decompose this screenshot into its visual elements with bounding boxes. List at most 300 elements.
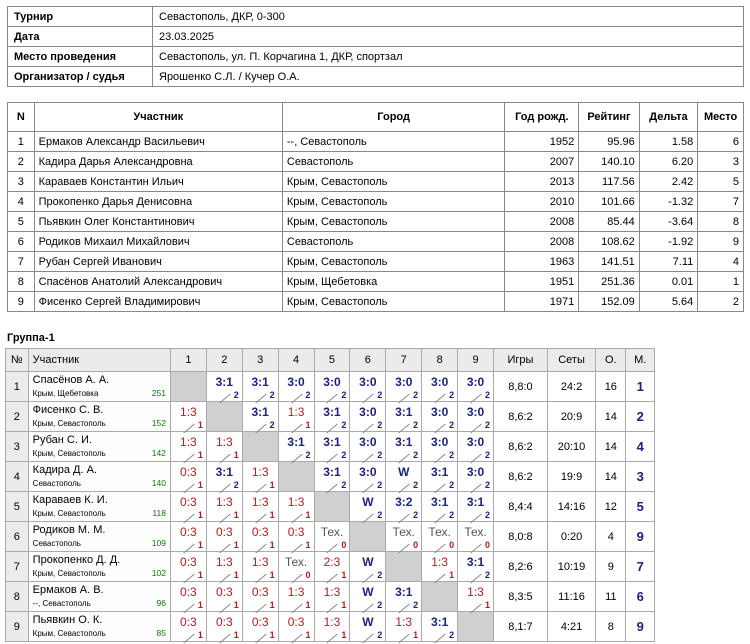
match-points: 0	[484, 540, 490, 550]
group-table	[5, 348, 655, 642]
match-cell	[422, 522, 458, 552]
match-points: 2	[377, 570, 383, 580]
points-cell: 11	[596, 582, 626, 612]
sets-cell: 14:16	[547, 492, 595, 522]
match-score: 3:1	[466, 495, 485, 509]
group-header-sets: Сеты	[547, 349, 595, 372]
match-cell	[350, 582, 386, 612]
points-cell: 14	[596, 402, 626, 432]
participant-cell: 1	[8, 132, 35, 152]
group-header-col: 5	[314, 349, 350, 372]
match-cell	[206, 552, 242, 582]
match-score: 3:0	[287, 375, 305, 389]
participant-row	[8, 212, 744, 232]
match-points: 2	[269, 420, 275, 430]
group-row-num: 6	[6, 522, 29, 552]
match-score: 1:3	[287, 405, 305, 419]
match-cell	[170, 492, 206, 522]
match-points: 1	[269, 480, 275, 490]
group-row	[6, 462, 655, 492]
group-player-cell	[28, 432, 170, 462]
participants-table	[7, 102, 744, 312]
group-row-num: 8	[6, 582, 29, 612]
match-score: 1:3	[287, 495, 305, 509]
match-cell	[170, 462, 206, 492]
info-key: Дата	[8, 27, 153, 47]
match-cell	[278, 372, 314, 402]
match-points: 0	[449, 540, 455, 550]
diagonal-cell	[278, 462, 314, 492]
match-score: 0:3	[180, 555, 197, 569]
match-points: 1	[197, 450, 203, 460]
match-cell	[314, 522, 350, 552]
participants-header-cell: Участник	[34, 103, 282, 132]
match-cell	[314, 462, 350, 492]
match-cell	[242, 492, 278, 522]
participant-cell: 152.09	[579, 292, 640, 312]
match-score: 3:1	[395, 405, 413, 419]
participant-row	[8, 232, 744, 252]
place-cell: 4	[626, 432, 655, 462]
match-score: 2:3	[323, 555, 341, 569]
player-name: Спасёнов А. А.	[32, 374, 110, 386]
sets-cell: 20:10	[547, 432, 595, 462]
match-cell	[206, 582, 242, 612]
match-points: 1	[413, 630, 419, 640]
participant-cell: 2013	[505, 172, 579, 192]
match-cell	[350, 432, 386, 462]
participant-cell: Крым, Щебетовка	[282, 272, 505, 292]
match-score: 3:1	[323, 465, 341, 479]
match-cell	[386, 612, 422, 642]
match-cell	[242, 612, 278, 642]
place-cell: 9	[626, 522, 655, 552]
participant-cell: Крым, Севастополь	[282, 252, 505, 272]
match-points: 2	[341, 390, 347, 400]
match-points: 2	[413, 600, 419, 610]
participant-cell: 7	[698, 192, 744, 212]
match-score: 3:0	[359, 405, 377, 419]
match-points: 2	[413, 450, 419, 460]
group-header-col: 3	[242, 349, 278, 372]
sets-cell: 11:16	[547, 582, 595, 612]
group-player-cell	[28, 522, 170, 552]
match-score: 3:1	[430, 465, 449, 479]
match-points: 2	[233, 390, 239, 400]
sets-cell: 19:9	[547, 462, 595, 492]
match-points: 2	[377, 600, 383, 610]
match-cell	[278, 432, 314, 462]
match-score: 1:3	[215, 555, 233, 569]
match-score: 1:3	[180, 435, 197, 449]
score-divider	[399, 634, 410, 644]
participant-cell: 101.66	[579, 192, 640, 212]
match-score: 3:1	[287, 435, 305, 449]
match-points: 1	[305, 600, 311, 610]
participants-header-cell: Дельта	[639, 103, 697, 132]
participant-cell: 7	[8, 252, 35, 272]
match-score: 3:0	[323, 375, 341, 389]
group-row-num: 9	[6, 612, 29, 642]
match-cell	[242, 462, 278, 492]
match-cell	[206, 372, 242, 402]
group-row-num: 2	[6, 402, 29, 432]
participant-cell: 9	[698, 232, 744, 252]
match-cell	[386, 522, 422, 552]
participant-cell: 8	[698, 212, 744, 232]
diagonal-cell	[206, 402, 242, 432]
group-row-num: 4	[6, 462, 29, 492]
match-score: Тех.	[320, 525, 344, 539]
group-title: Группа-1	[7, 332, 55, 344]
points-cell: 14	[596, 462, 626, 492]
match-score: 1:3	[251, 465, 269, 479]
match-cell	[350, 402, 386, 432]
match-score: 3:1	[466, 555, 485, 569]
match-score: 3:1	[215, 465, 233, 479]
match-points: 1	[233, 570, 239, 580]
participant-cell: 117.56	[579, 172, 640, 192]
match-cell	[170, 402, 206, 432]
participant-cell: 1.58	[639, 132, 697, 152]
match-score: 0:3	[215, 585, 233, 599]
match-score: W	[398, 465, 410, 479]
match-cell	[278, 552, 314, 582]
match-score: 0:3	[215, 615, 233, 629]
points-cell: 4	[596, 522, 626, 552]
match-score: W	[362, 495, 374, 509]
sets-cell: 20:9	[547, 402, 595, 432]
match-cell	[314, 582, 350, 612]
match-score: 0:3	[251, 525, 269, 539]
group-row	[6, 522, 655, 552]
participant-cell: 0.01	[639, 272, 697, 292]
participant-cell: 1951	[505, 272, 579, 292]
match-points: 1	[233, 600, 239, 610]
participant-cell: 108.62	[579, 232, 640, 252]
group-row	[6, 612, 655, 642]
group-header-col: 6	[350, 349, 386, 372]
match-score: 0:3	[251, 615, 269, 629]
match-points: 1	[449, 570, 455, 580]
match-points: 1	[233, 450, 239, 460]
participant-row	[8, 252, 744, 272]
match-score: 3:1	[430, 495, 449, 509]
player-city: Крым, Севастополь	[32, 629, 106, 638]
participant-cell: 2008	[505, 232, 579, 252]
participant-cell: 2008	[505, 212, 579, 232]
match-points: 2	[377, 390, 383, 400]
match-points: 2	[449, 450, 455, 460]
games-cell: 8,8:0	[493, 372, 547, 402]
match-cell	[458, 522, 494, 552]
match-cell	[170, 522, 206, 552]
games-cell: 8,6:2	[493, 432, 547, 462]
points-cell: 14	[596, 432, 626, 462]
participant-row	[8, 152, 744, 172]
participant-row	[8, 172, 744, 192]
match-points: 2	[449, 510, 455, 520]
match-points: 2	[413, 420, 419, 430]
info-row	[8, 27, 744, 47]
participant-cell: Севастополь	[282, 232, 505, 252]
participant-cell: 2010	[505, 192, 579, 212]
match-score: 1:3	[215, 495, 233, 509]
match-points: 2	[484, 390, 490, 400]
participant-cell: Спасёнов Анатолий Александрович	[34, 272, 282, 292]
match-cell	[422, 432, 458, 462]
match-cell	[314, 432, 350, 462]
match-score: 0:3	[180, 525, 197, 539]
match-score: W	[362, 555, 374, 569]
participant-cell: -1.92	[639, 232, 697, 252]
match-points: 2	[449, 480, 455, 490]
group-header-games: Игры	[493, 349, 547, 372]
match-cell	[422, 372, 458, 402]
match-score: 1:3	[323, 615, 341, 629]
match-cell	[242, 582, 278, 612]
match-cell	[206, 522, 242, 552]
match-points: 1	[305, 510, 311, 520]
match-cell	[350, 462, 386, 492]
match-score: 3:0	[466, 375, 485, 389]
info-value: 23.03.2025	[153, 27, 744, 47]
group-header-name: Участник	[28, 349, 170, 372]
diagonal-cell	[422, 582, 458, 612]
match-cell	[458, 372, 494, 402]
match-points: 1	[197, 570, 203, 580]
match-cell	[386, 432, 422, 462]
tournament-info-body	[8, 7, 744, 87]
info-key: Организатор / судья	[8, 67, 153, 87]
match-cell	[314, 552, 350, 582]
match-points: 1	[269, 540, 275, 550]
group-header-col: 7	[386, 349, 422, 372]
participants-header-cell: Город	[282, 103, 505, 132]
match-points: 1	[269, 570, 275, 580]
player-city: --, Севастополь	[32, 599, 91, 608]
group-header-num: №	[6, 349, 29, 372]
match-cell	[422, 492, 458, 522]
match-points: 2	[413, 390, 419, 400]
match-cell	[350, 492, 386, 522]
match-cell	[422, 402, 458, 432]
points-cell: 8	[596, 612, 626, 642]
match-points: 1	[197, 630, 203, 640]
group-body	[6, 372, 655, 642]
participant-cell: 5	[698, 172, 744, 192]
match-score: 1:3	[467, 585, 484, 599]
participant-cell: 6	[8, 232, 35, 252]
group-row-num: 5	[6, 492, 29, 522]
participant-cell: 141.51	[579, 252, 640, 272]
match-cell	[386, 372, 422, 402]
group-player-cell	[28, 372, 170, 402]
match-points: 1	[305, 630, 311, 640]
participant-cell: Родиков Михаил Михайлович	[34, 232, 282, 252]
info-row	[8, 47, 744, 67]
participants-header-cell: N	[8, 103, 35, 132]
player-rating: 142	[151, 448, 166, 458]
match-cell	[350, 612, 386, 642]
match-points: 1	[341, 600, 347, 610]
score-divider	[183, 634, 194, 644]
player-name: Фисенко С. В.	[32, 404, 104, 416]
match-cell	[458, 552, 494, 582]
group-header-col: 8	[422, 349, 458, 372]
diagonal-cell	[314, 492, 350, 522]
group-row-num: 7	[6, 552, 29, 582]
match-points: 2	[269, 390, 275, 400]
match-score: 1:3	[215, 435, 233, 449]
match-score: 3:0	[430, 375, 449, 389]
match-score: 3:0	[430, 435, 449, 449]
match-cell	[422, 552, 458, 582]
participant-row	[8, 192, 744, 212]
match-cell	[278, 612, 314, 642]
match-cell	[242, 372, 278, 402]
participant-cell: 95.96	[579, 132, 640, 152]
diagonal-cell	[170, 372, 206, 402]
group-row	[6, 372, 655, 402]
participant-cell: 1952	[505, 132, 579, 152]
match-points: 2	[341, 450, 347, 460]
participant-cell: 6.20	[639, 152, 697, 172]
participant-cell: 85.44	[579, 212, 640, 232]
match-points: 1	[305, 420, 311, 430]
score-divider	[219, 634, 230, 644]
match-score: 1:3	[323, 585, 341, 599]
match-cell	[458, 582, 494, 612]
match-points: 2	[449, 420, 455, 430]
score-divider	[434, 634, 445, 644]
place-cell: 1	[626, 372, 655, 402]
group-player-cell	[28, 492, 170, 522]
group-row-num: 1	[6, 372, 29, 402]
diagonal-cell	[458, 612, 494, 642]
match-score: W	[362, 615, 374, 629]
player-city: Крым, Севастополь	[32, 419, 106, 428]
match-points: 0	[305, 570, 311, 580]
games-cell: 8,6:2	[493, 462, 547, 492]
match-score: 3:1	[430, 615, 449, 629]
match-cell	[386, 582, 422, 612]
match-cell	[206, 492, 242, 522]
match-score: 3:1	[251, 375, 269, 389]
games-cell: 8,4:4	[493, 492, 547, 522]
participant-cell: 9	[8, 292, 35, 312]
match-score: 3:1	[251, 405, 269, 419]
player-name: Караваев К. И.	[32, 494, 108, 506]
info-key: Турнир	[8, 7, 153, 27]
match-cell	[350, 372, 386, 402]
group-player-cell	[28, 612, 170, 642]
participant-cell: Кадира Дарья Александровна	[34, 152, 282, 172]
match-score: 1:3	[395, 615, 413, 629]
points-cell: 16	[596, 372, 626, 402]
match-cell	[314, 372, 350, 402]
match-points: 2	[377, 450, 383, 460]
player-name: Кадира Д. А.	[32, 464, 98, 476]
group-player-cell	[28, 402, 170, 432]
participant-cell: Рубан Сергей Иванович	[34, 252, 282, 272]
match-score: 0:3	[180, 465, 197, 479]
participant-cell: Крым, Севастополь	[282, 212, 505, 232]
match-score: 3:1	[323, 405, 341, 419]
match-points: 2	[413, 480, 419, 490]
participants-body	[8, 132, 744, 312]
participant-cell: Прокопенко Дарья Денисовна	[34, 192, 282, 212]
group-row	[6, 552, 655, 582]
match-score: 3:0	[430, 405, 449, 419]
group-player-cell	[28, 582, 170, 612]
match-points: 2	[413, 510, 419, 520]
place-cell: 7	[626, 552, 655, 582]
player-city: Севастополь	[32, 539, 81, 548]
player-city: Крым, Севастополь	[32, 449, 106, 458]
match-score: 3:0	[359, 465, 377, 479]
match-score: 3:0	[466, 405, 485, 419]
points-cell: 12	[596, 492, 626, 522]
match-points: 1	[197, 600, 203, 610]
participant-cell: 2007	[505, 152, 579, 172]
group-player-cell	[28, 462, 170, 492]
match-points: 1	[197, 420, 203, 430]
participant-cell: 5.64	[639, 292, 697, 312]
match-score: 3:0	[359, 435, 377, 449]
group-header-place: М.	[626, 349, 655, 372]
match-score: 3:1	[323, 435, 341, 449]
tournament-info-table	[7, 6, 744, 87]
player-rating: 140	[151, 478, 166, 488]
participant-cell: Севастополь	[282, 152, 505, 172]
participant-cell: 5	[8, 212, 35, 232]
participant-cell: --, Севастополь	[282, 132, 505, 152]
group-header-col: 1	[170, 349, 206, 372]
score-divider	[327, 634, 338, 644]
match-score: 1:3	[251, 555, 269, 569]
match-points: 0	[341, 540, 347, 550]
match-points: 1	[233, 510, 239, 520]
match-cell	[206, 612, 242, 642]
match-cell	[170, 552, 206, 582]
participant-cell: 4	[698, 252, 744, 272]
match-score: Тех.	[392, 525, 415, 539]
match-points: 2	[484, 450, 490, 460]
group-header-col: 2	[206, 349, 242, 372]
participant-cell: 2.42	[639, 172, 697, 192]
match-score: 0:3	[180, 495, 197, 509]
group-row-num: 3	[6, 432, 29, 462]
match-points: 2	[341, 420, 347, 430]
match-score: 3:0	[466, 435, 485, 449]
match-cell	[278, 402, 314, 432]
group-header-points: О.	[596, 349, 626, 372]
participant-cell: -3.64	[639, 212, 697, 232]
match-cell	[278, 582, 314, 612]
match-points: 2	[449, 630, 455, 640]
player-name: Рубан С. И.	[32, 434, 92, 446]
player-rating: 152	[151, 418, 166, 428]
match-score: Тех.	[284, 555, 308, 569]
match-cell	[458, 432, 494, 462]
match-points: 1	[233, 540, 239, 550]
group-header-row	[6, 349, 655, 372]
sets-cell: 4:21	[547, 612, 595, 642]
match-points: 0	[413, 540, 419, 550]
match-score: 0:3	[251, 585, 269, 599]
match-points: 1	[269, 600, 275, 610]
